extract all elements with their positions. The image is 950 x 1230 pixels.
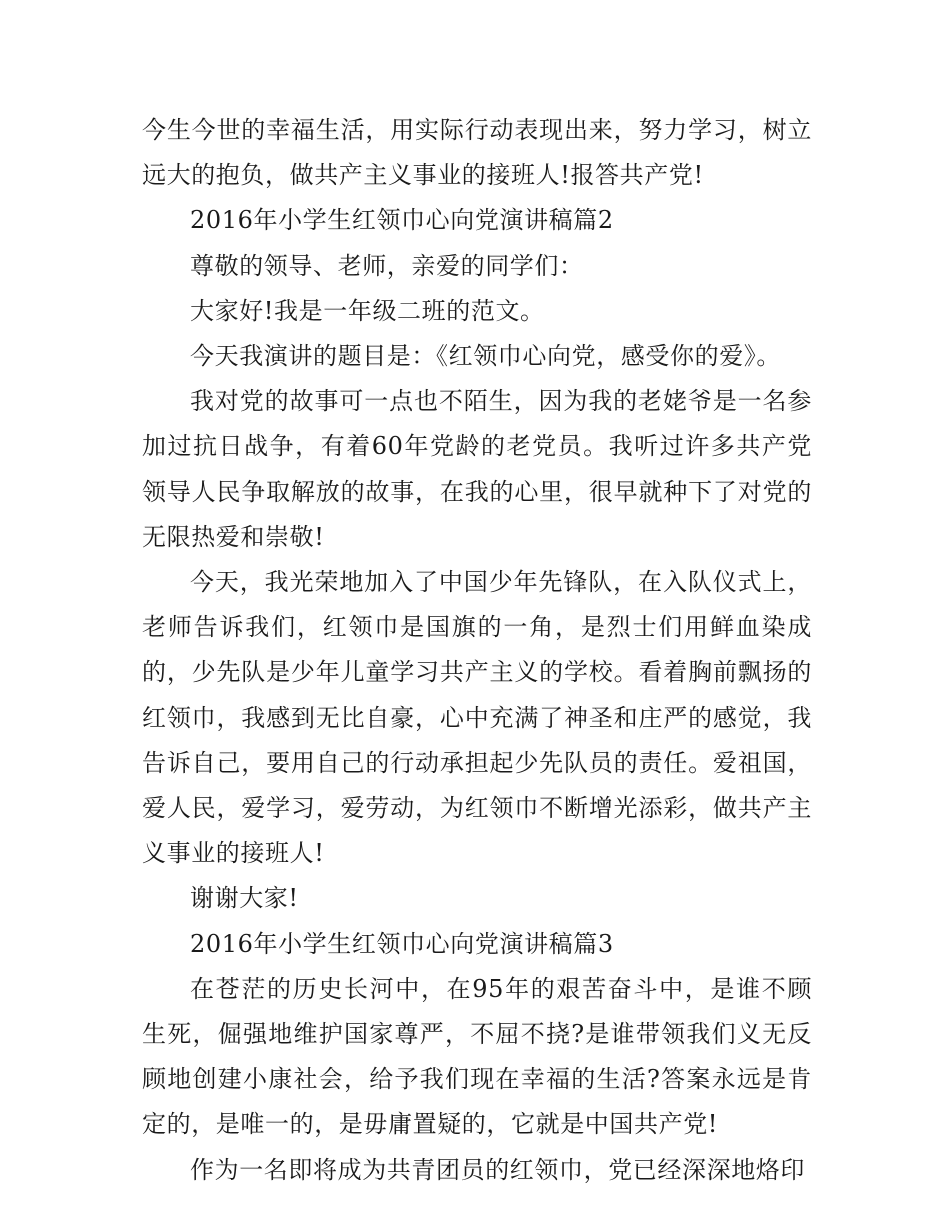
speech-topic: 今天我演讲的题目是：《红领巾心向党，感受你的爱》。 [190,342,781,371]
greeting: 大家好!我是一年级二班的范文。 [190,296,545,325]
section-heading-2: 2016年小学生红领巾心向党演讲稿篇2 [190,206,614,235]
paragraph: 今天，我光荣地加入了中国少年先锋队，在入队仪式上，老师告诉我们，红领巾是国旗的一角，是烈士们用鲜血染成的，少先队是少年儿童学习共产主义的学校。看着胸前飘扬的红领巾，我感到无比自豪，心中充满了神圣和庄严的感觉，我告诉自己，要用自己的行动承担起少先队员的责任。爱祖国，爱人民，爱学习，爱劳动，为红领巾不断增光添彩，做共产主义事业的接班人! [142,568,812,868]
section-heading-3: 2016年小学生红领巾心向党演讲稿篇3 [190,929,614,958]
closing: 谢谢大家! [190,884,299,913]
paragraph: 我对党的故事可一点也不陌生，因为我的老姥爷是一名参加过抗日战争，有着60年党龄的老党员。我听过许多共产党领导人民争取解放的故事，在我的心里，很早就种下了对党的无限热爱和崇敬! [142,387,812,551]
salutation: 尊敬的领导、老师，亲爱的同学们： [190,251,584,280]
paragraph: 在苍茫的历史长河中，在95年的艰苦奋斗中，是谁不顾生死，倔强地维护国家尊严，不屈不挠?是谁带领我们义无反顾地创建小康社会，给予我们现在幸福的生活?答案永远是肯定的，是唯一的，是毋庸置疑的，它就是中国共产党! [142,974,812,1139]
paragraph: 作为一名即将成为共青团员的红领巾，党已经深深地烙印 [190,1155,805,1184]
document-body [142,108,812,1193]
paragraph-continuation: 今生今世的幸福生活，用实际行动表现出来，努力学习，树立远大的抱负，做共产主义事业的接班人!报答共产党! [142,116,812,190]
